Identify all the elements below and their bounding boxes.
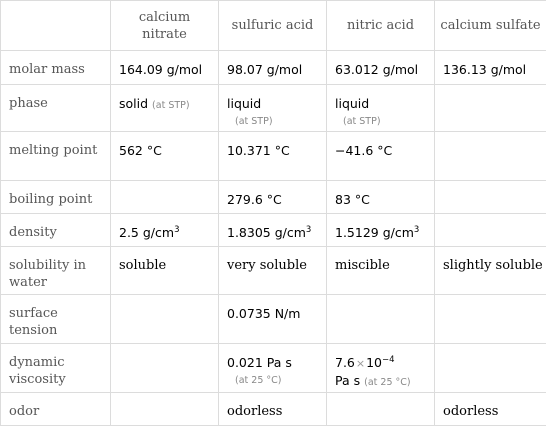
header-row xyxy=(1,1,546,51)
row-header-surface-tension: surface tension xyxy=(1,295,111,344)
row-header-boiling-point: boiling point xyxy=(1,181,111,214)
cell-viscosity-calcium-sulfate xyxy=(435,344,546,393)
cell-density-calcium-sulfate xyxy=(435,214,546,247)
cell-melting-point-calcium-sulfate xyxy=(435,132,546,181)
cell-surface-tension-calcium-sulfate xyxy=(435,295,546,344)
column-header-calcium-nitrate: calcium nitrate xyxy=(111,1,219,51)
cell-odor-sulfuric-acid: odorless xyxy=(219,393,327,426)
table-row-solubility xyxy=(1,247,546,295)
viscosity-unit: Pa s xyxy=(335,373,361,388)
times-sign: × xyxy=(355,357,366,370)
row-header-odor: odor xyxy=(1,393,111,426)
table-row-density xyxy=(1,214,546,247)
viscosity-base: 10 xyxy=(366,355,383,370)
cell-melting-point-sulfuric-acid: 10.371 °C xyxy=(219,132,327,181)
cell-molar-mass-calcium-sulfate: 136.13 g/mol xyxy=(435,51,546,85)
row-header-density: density xyxy=(1,214,111,247)
table-row-phase xyxy=(1,85,546,132)
row-header-molar-mass: molar mass xyxy=(1,51,111,85)
cell-molar-mass-nitric-acid: 63.012 g/mol xyxy=(327,51,435,85)
viscosity-value: 0.021 Pa s xyxy=(227,355,292,370)
corner-cell xyxy=(1,1,111,51)
cell-solubility-calcium-sulfate: slightly soluble xyxy=(435,247,546,295)
cell-odor-nitric-acid xyxy=(327,393,435,426)
cell-phase-calcium-nitrate xyxy=(111,85,219,132)
table-row-odor xyxy=(1,393,546,426)
cell-boiling-point-nitric-acid: 83 °C xyxy=(327,181,435,214)
phase-note: (at STP) xyxy=(235,116,273,127)
cell-density-nitric-acid xyxy=(327,214,435,247)
column-header-sulfuric-acid: sulfuric acid xyxy=(219,1,327,51)
cell-melting-point-calcium-nitrate: 562 °C xyxy=(111,132,219,181)
cell-density-calcium-nitrate xyxy=(111,214,219,247)
table-row-melting-point xyxy=(1,132,546,181)
density-value: 2.5 g/cm xyxy=(119,225,175,240)
table-row-boiling-point xyxy=(1,181,546,214)
cell-melting-point-nitric-acid: −41.6 °C xyxy=(327,132,435,181)
cell-surface-tension-calcium-nitrate xyxy=(111,295,219,344)
cell-odor-calcium-nitrate xyxy=(111,393,219,426)
cell-viscosity-calcium-nitrate xyxy=(111,344,219,393)
viscosity-note: (at 25 °C) xyxy=(235,375,282,386)
cell-boiling-point-calcium-nitrate xyxy=(111,181,219,214)
phase-value: solid xyxy=(119,96,149,111)
density-exponent: 3 xyxy=(174,225,180,235)
phase-value: liquid xyxy=(227,96,262,111)
cell-odor-calcium-sulfate: odorless xyxy=(435,393,546,426)
row-header-melting-point: melting point xyxy=(1,132,111,181)
cell-viscosity-nitric-acid xyxy=(327,344,435,393)
row-header-solubility-in-water: solubility in water xyxy=(1,247,111,295)
cell-phase-calcium-sulfate xyxy=(435,85,546,132)
phase-note: (at STP) xyxy=(343,116,381,127)
cell-solubility-calcium-nitrate: soluble xyxy=(111,247,219,295)
cell-viscosity-sulfuric-acid xyxy=(219,344,327,393)
viscosity-exponent: −4 xyxy=(382,355,395,365)
table-row-dynamic-viscosity xyxy=(1,344,546,393)
cell-phase-sulfuric-acid xyxy=(219,85,327,132)
column-header-nitric-acid: nitric acid xyxy=(327,1,435,51)
density-exponent: 3 xyxy=(305,225,312,235)
cell-surface-tension-nitric-acid xyxy=(327,295,435,344)
cell-molar-mass-sulfuric-acid: 98.07 g/mol xyxy=(219,51,327,85)
cell-boiling-point-sulfuric-acid: 279.6 °C xyxy=(219,181,327,214)
cell-phase-nitric-acid xyxy=(327,85,435,132)
phase-note: (at STP) xyxy=(152,100,190,111)
viscosity-mantissa: 7.6 xyxy=(335,355,355,370)
cell-solubility-sulfuric-acid: very soluble xyxy=(219,247,327,295)
column-header-calcium-sulfate: calcium sulfate xyxy=(435,1,546,51)
density-value: 1.5129 g/cm xyxy=(335,225,414,240)
phase-value: liquid xyxy=(335,96,370,111)
cell-solubility-nitric-acid: miscible xyxy=(327,247,435,295)
cell-molar-mass-calcium-nitrate: 164.09 g/mol xyxy=(111,51,219,85)
cell-boiling-point-calcium-sulfate xyxy=(435,181,546,214)
row-header-dynamic-viscosity: dynamic viscosity xyxy=(1,344,111,393)
density-value: 1.8305 g/cm xyxy=(227,225,306,240)
cell-density-sulfuric-acid xyxy=(219,214,327,247)
viscosity-note: (at 25 °C) xyxy=(364,377,411,388)
row-header-phase: phase xyxy=(1,85,111,132)
table-row-molar-mass xyxy=(1,51,546,85)
density-exponent: 3 xyxy=(413,225,420,235)
cell-surface-tension-sulfuric-acid: 0.0735 N/m xyxy=(219,295,327,344)
table-row-surface-tension xyxy=(1,295,546,344)
